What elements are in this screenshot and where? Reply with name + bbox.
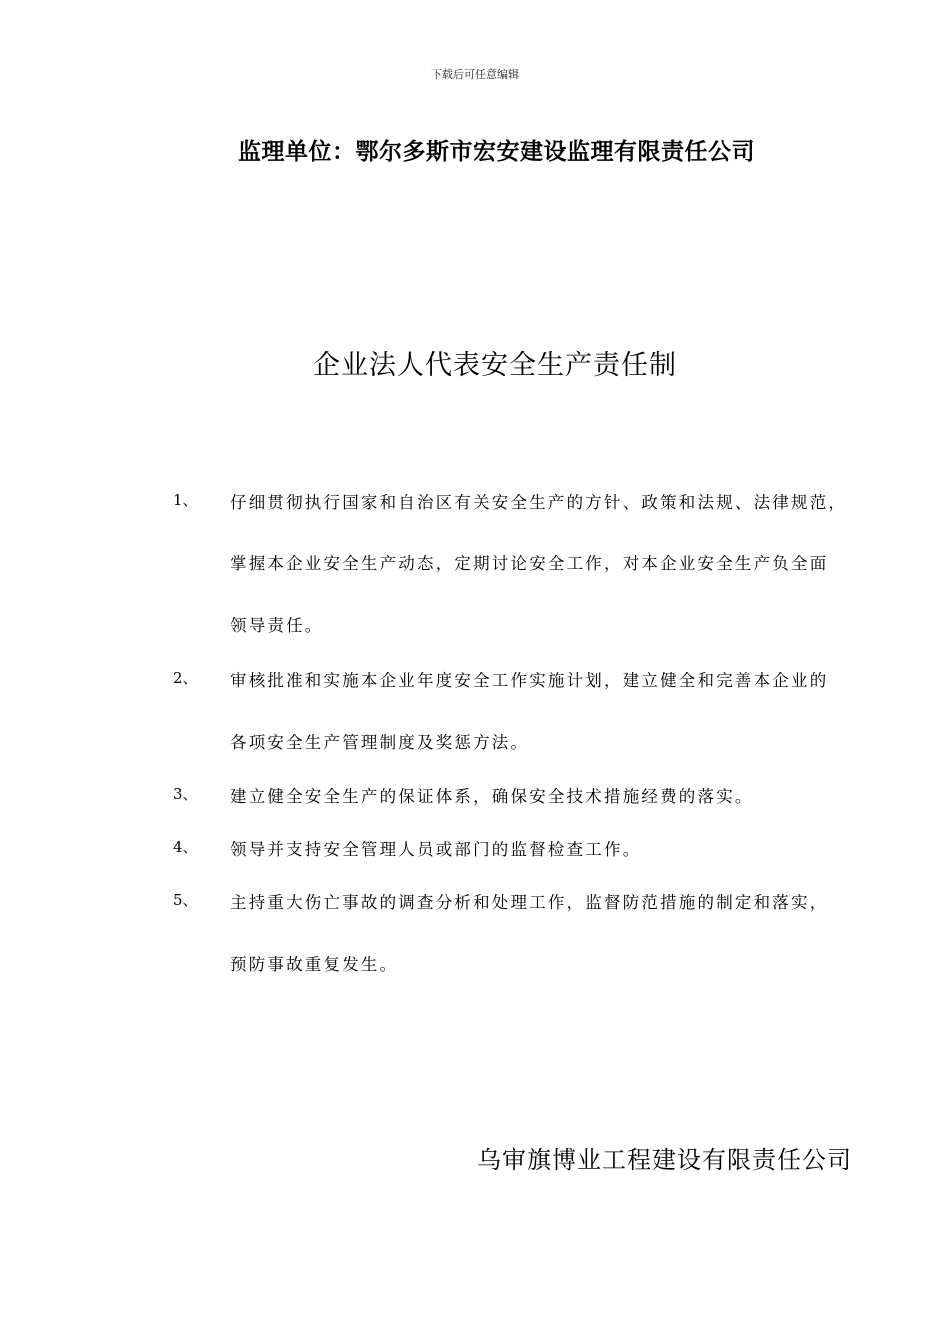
header-note: 下载后可任意编辑 (431, 68, 519, 81)
item-text-line: 审核批准和实施本企业年度安全工作实施计划，建立健全和完善本企业的 (230, 671, 829, 690)
item-text-line: 掌握本企业安全生产动态，定期讨论安全工作，对本企业安全生产负全面 (230, 554, 829, 573)
supervisor-unit: 监理单位：鄂尔多斯市宏安建设监理有限责任公司 (238, 139, 755, 165)
item-text-line: 主持重大伤亡事故的调查分析和处理工作，监督防范措施的制定和落实， (230, 893, 829, 912)
item-text-line: 领导责任。 (230, 616, 324, 635)
item-text-line: 建立健全安全生产的保证体系，确保安全技术措施经费的落实。 (230, 787, 754, 806)
item-number: 2、 (173, 669, 198, 687)
item-text-line: 仔细贯彻执行国家和自治区有关安全生产的方针、政策和法规、法律规范， (230, 493, 848, 512)
item-number: 5、 (173, 891, 198, 909)
company-name: 乌审旗博业工程建设有限责任公司 (477, 1146, 852, 1174)
item-number: 4、 (173, 838, 198, 856)
item-number: 3、 (173, 785, 198, 803)
item-text-line: 各项安全生产管理制度及奖惩方法。 (230, 733, 530, 752)
item-number: 1、 (173, 491, 198, 509)
item-text-line: 领导并支持安全管理人员或部门的监督检查工作。 (230, 840, 642, 859)
item-text-line: 预防事故重复发生。 (230, 955, 399, 974)
document-title: 企业法人代表安全生产责任制 (313, 350, 677, 381)
